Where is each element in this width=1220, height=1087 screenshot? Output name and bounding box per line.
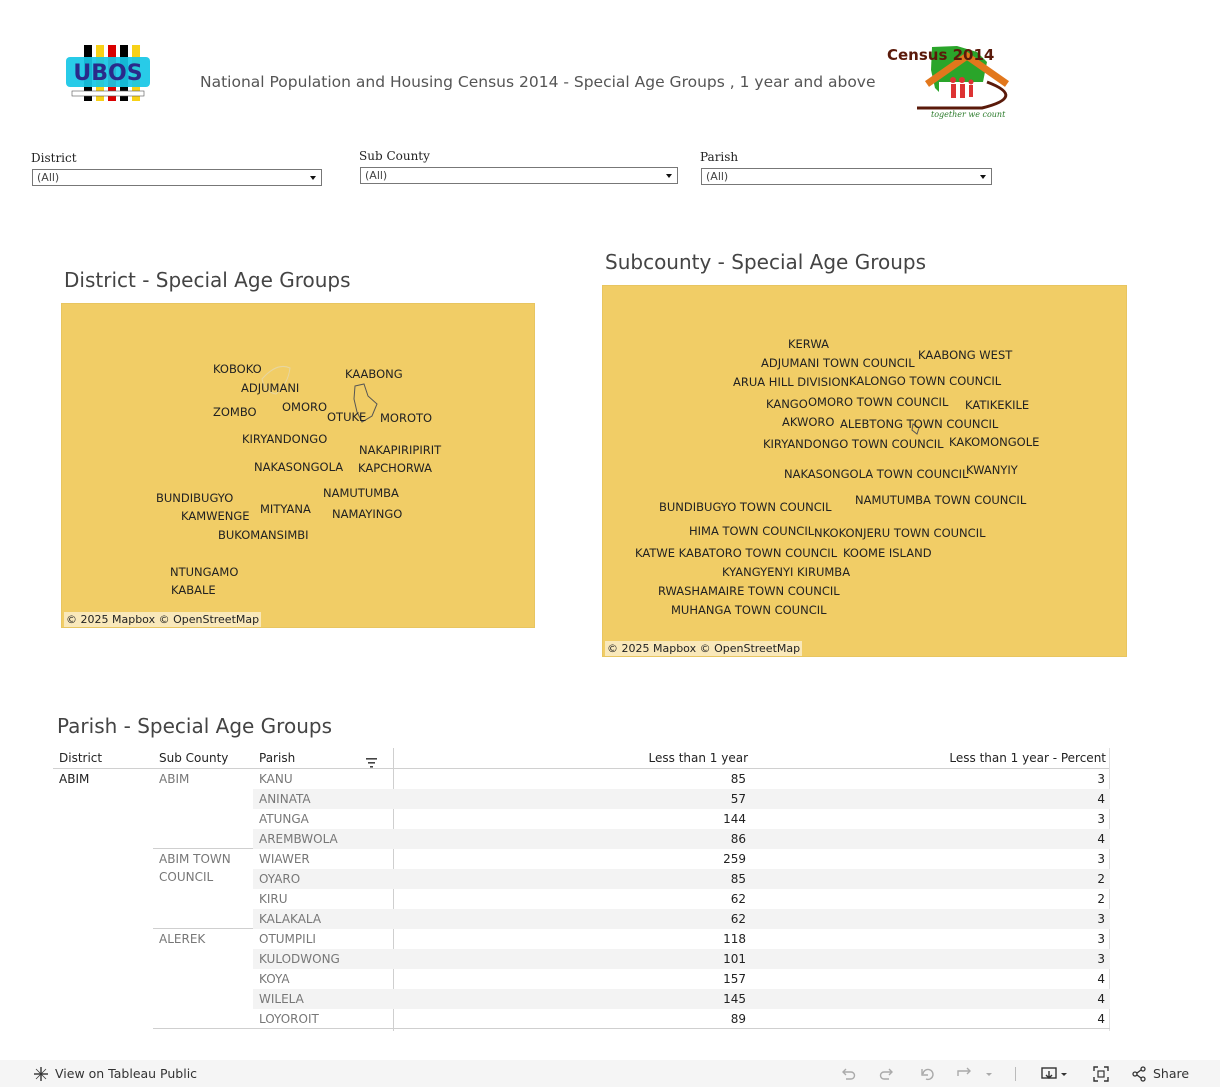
census-logo-tagline: together we count [931,110,1006,119]
map-label: NTUNGAMO [170,565,239,579]
map-label: MITYANA [260,502,311,516]
less-than-1-year-cell: 101 [723,952,746,966]
district-filter-value: (All) [37,171,60,184]
parish-cell: OTUMPILI [259,932,316,946]
less-than-1-year-percent-cell: 3 [1097,912,1105,926]
fullscreen-icon[interactable] [1093,1066,1109,1082]
less-than-1-year-percent-cell: 2 [1097,872,1105,886]
column-header-district[interactable]: District [59,751,103,765]
parish-filter-value: (All) [706,170,729,183]
map-label: RWASHAMAIRE TOWN COUNCIL [658,584,840,598]
less-than-1-year-percent-cell: 3 [1097,812,1105,826]
view-on-tableau-public-link[interactable]: View on Tableau Public [55,1066,198,1081]
map-attribution[interactable]: © 2025 Mapbox © OpenStreetMap [607,642,801,655]
less-than-1-year-cell: 85 [730,772,746,786]
table-row[interactable] [253,849,1110,869]
less-than-1-year-percent-cell: 4 [1097,1012,1105,1026]
map-label: BUNDIBUGYO [156,491,234,505]
less-than-1-year-percent-cell: 4 [1097,972,1105,986]
less-than-1-year-cell: 89 [730,1012,746,1026]
subcounty-cell: ALEREK [159,932,206,946]
map-label: MUHANGA TOWN COUNCIL [671,603,827,617]
parish-table-title: Parish - Special Age Groups [57,714,332,738]
map-label: KAPCHORWA [358,461,433,475]
map-label: KOOME ISLAND [843,546,932,560]
subcounty-map[interactable] [602,285,1127,657]
share-icon[interactable] [1131,1066,1147,1082]
parish-filter-dropdown[interactable] [701,168,992,185]
map-label: KAKOMONGOLE [949,435,1040,449]
map-label: KWANYIY [966,463,1018,477]
redo-icon[interactable] [879,1066,895,1082]
less-than-1-year-cell: 86 [730,832,746,846]
chevron-down-icon[interactable] [984,1066,994,1082]
census-2014-logo [887,42,1020,120]
undo-icon[interactable] [840,1066,856,1082]
map-label: ADJUMANI TOWN COUNCIL [761,356,915,370]
district-map-title: District - Special Age Groups [64,268,351,292]
table-row[interactable] [253,949,1110,969]
less-than-1-year-percent-cell: 3 [1097,952,1105,966]
table-row[interactable] [253,969,1110,989]
census-logo-text: Census 2014 [887,46,995,64]
column-header-subcounty[interactable]: Sub County [159,751,229,765]
map-label: AKWORO [782,415,835,429]
table-row[interactable] [253,929,1110,949]
tableau-icon[interactable] [33,1066,49,1082]
map-label: KERWA [788,337,829,351]
chevron-down-icon [310,176,316,180]
subcounty-filter-value: (All) [365,169,388,182]
page-title: National Population and Housing Census 2014 - Special Age Groups , 1 year and above [200,73,876,91]
table-row[interactable] [253,829,1110,849]
parish-cell: WILELA [259,992,304,1006]
map-label: OMORO [282,400,328,414]
map-label: BUKOMANSIMBI [218,528,309,542]
map-label: KALONGO TOWN COUNCIL [849,374,1002,388]
table-row[interactable] [253,889,1110,909]
district-filter-dropdown[interactable] [32,169,322,186]
map-label: KATWE KABATORO TOWN COUNCIL [635,546,838,560]
district-filter-label: District [31,151,77,165]
map-label: OTUKE [327,410,367,424]
map-attribution[interactable]: © 2025 Mapbox © OpenStreetMap [66,613,260,626]
table-row[interactable] [253,789,1110,809]
share-button[interactable]: Share [1153,1066,1190,1081]
parish-cell: KOYA [259,972,290,986]
map-label: NAKASONGOLA TOWN COUNCIL [784,467,969,481]
table-row[interactable] [253,1009,1110,1029]
refresh-icon[interactable] [956,1066,972,1082]
map-label: ALEBTONG TOWN COUNCIL [840,417,999,431]
parish-cell: OYARO [259,872,301,886]
map-label: KAABONG WEST [918,348,1013,362]
parish-cell: KIRU [259,892,288,906]
map-label: ARUA HILL DIVISION [733,375,850,389]
less-than-1-year-percent-cell: 3 [1097,932,1105,946]
less-than-1-year-cell: 145 [723,992,746,1006]
map-label: ADJUMANI [241,381,300,395]
table-row[interactable] [253,809,1110,829]
map-label: KIRYANDONGO [242,432,328,446]
less-than-1-year-cell: 57 [730,792,746,806]
map-label: KAABONG [345,367,403,381]
parish-cell: WIAWER [259,852,310,866]
subcounty-cell: ABIM TOWN COUNCIL [159,852,231,884]
district-cell: ABIM [59,772,90,786]
parish-cell: ATUNGA [259,812,309,826]
map-label: NAMUTUMBA TOWN COUNCIL [855,493,1027,507]
parish-cell: KANU [259,772,293,786]
subcounty-cell: ABIM [159,772,190,786]
less-than-1-year-percent-cell: 2 [1097,892,1105,906]
revert-icon[interactable] [919,1066,935,1082]
map-label: KYANGYENYI KIRUMBA [722,565,851,579]
subcounty-filter-label: Sub County [359,149,430,163]
table-row[interactable] [253,769,1110,789]
map-label: OMORO TOWN COUNCIL [808,395,949,409]
ubos-logo [66,45,150,101]
map-label: HIMA TOWN COUNCIL [689,524,815,538]
table-row[interactable] [253,989,1110,1009]
download-icon[interactable] [1041,1066,1069,1082]
map-label: NAKASONGOLA [254,460,344,474]
subcounty-map-title: Subcounty - Special Age Groups [605,250,927,274]
map-label: NAKAPIRIPIRIT [359,443,442,457]
map-label: KIRYANDONGO TOWN COUNCIL [763,437,944,451]
table-row[interactable] [253,909,1110,929]
map-label: KATIKEKILE [965,398,1030,412]
parish-cell: AREMBWOLA [259,832,338,846]
map-label: BUNDIBUGYO TOWN COUNCIL [659,500,832,514]
map-label: KABALE [171,583,216,597]
parish-cell: ANINATA [259,792,311,806]
column-header-parish[interactable]: Parish [259,751,296,765]
map-label: KAMWENGE [181,509,250,523]
map-label: KANGO [766,397,808,411]
map-label: ZOMBO [213,405,257,419]
district-map[interactable] [61,303,535,628]
less-than-1-year-percent-cell: 3 [1097,772,1105,786]
map-label: NKOKONJERU TOWN COUNCIL [814,526,986,540]
less-than-1-year-cell: 62 [730,892,746,906]
parish-filter-label: Parish [700,150,739,164]
less-than-1-year-cell: 62 [730,912,746,926]
map-label: KOBOKO [213,362,262,376]
parish-cell: KALAKALA [259,912,322,926]
less-than-1-year-cell: 259 [723,852,746,866]
chevron-down-icon [980,175,986,179]
less-than-1-year-cell: 118 [723,932,746,946]
column-header-less-than-1-year[interactable]: Less than 1 year [648,751,748,765]
ubos-logo-text: UBOS [73,61,143,86]
tableau-toolbar [0,1060,1220,1087]
map-label: NAMAYINGO [332,507,403,521]
column-header-less-than-1-year-percent[interactable]: Less than 1 year - Percent [949,751,1106,765]
less-than-1-year-percent-cell: 4 [1097,992,1105,1006]
toolbar-divider [1015,1067,1016,1081]
chevron-down-icon [666,174,672,178]
table-row[interactable] [253,869,1110,889]
less-than-1-year-cell: 144 [723,812,746,826]
less-than-1-year-cell: 85 [730,872,746,886]
parish-cell: LOYOROIT [259,1012,319,1026]
map-label: NAMUTUMBA [323,486,399,500]
less-than-1-year-cell: 157 [723,972,746,986]
less-than-1-year-percent-cell: 4 [1097,832,1105,846]
less-than-1-year-percent-cell: 4 [1097,792,1105,806]
map-label: MOROTO [380,411,433,425]
less-than-1-year-percent-cell: 3 [1097,852,1105,866]
sort-icon[interactable] [366,753,377,763]
subcounty-filter-dropdown[interactable] [360,167,678,184]
parish-cell: KULODWONG [259,952,340,966]
